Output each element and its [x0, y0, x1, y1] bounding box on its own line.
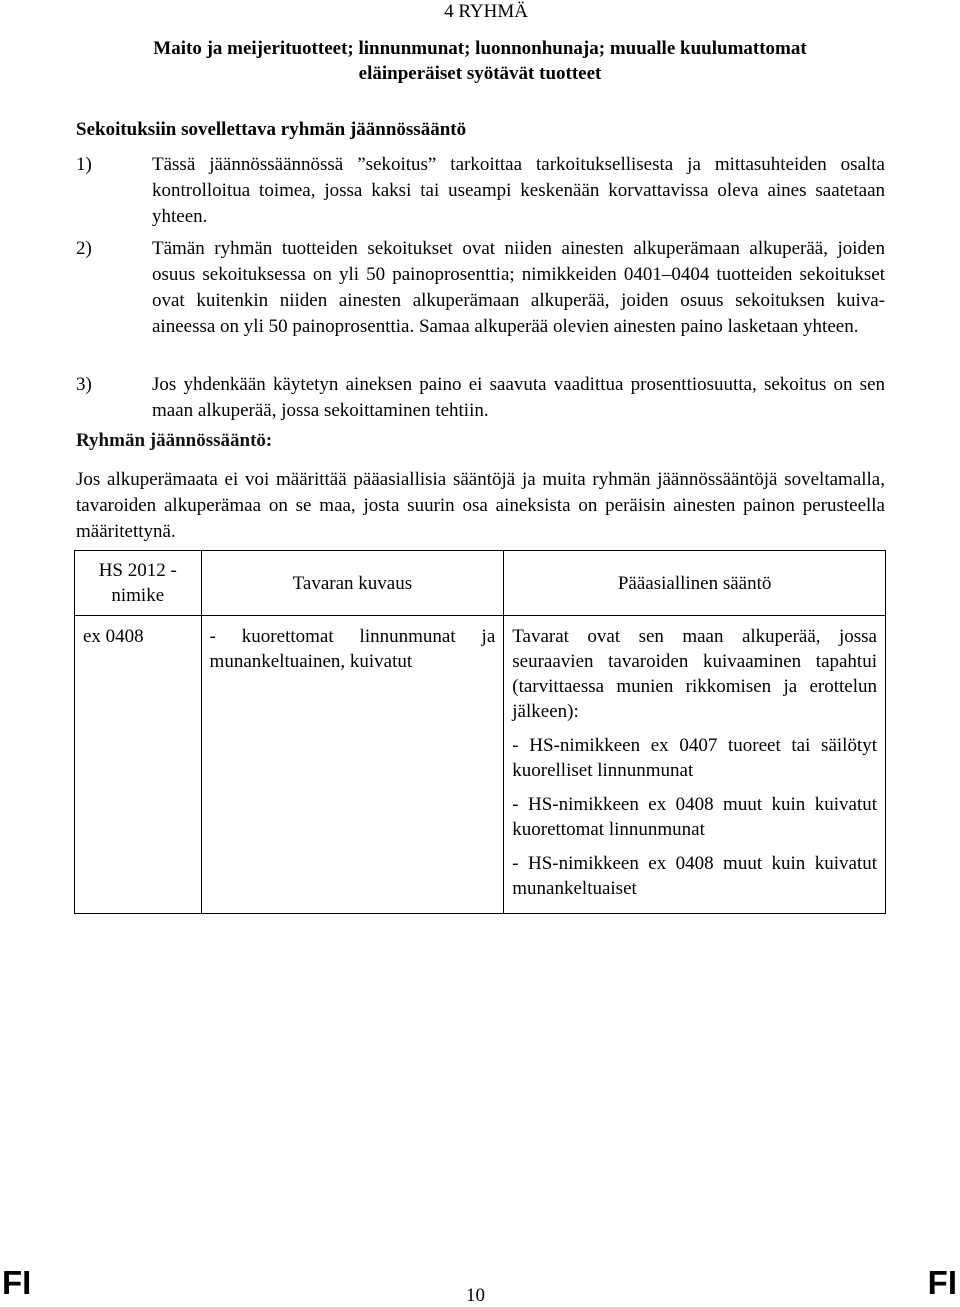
- rule-paragraph: - HS-nimikkeen ex 0407 tuoreet tai säilötyt kuorelliset linnunmunat: [512, 735, 877, 781]
- chapter-title: 4 RYHMÄ: [444, 1, 528, 22]
- rule-paragraph: - HS-nimikkeen ex 0408 muut kuin kuivatut munankeltuaiset: [512, 853, 877, 899]
- table-header-row: [75, 551, 886, 616]
- origin-rules-table: [74, 550, 886, 914]
- rule-paragraph: Tavarat ovat sen maan alkuperää, jossa seuraavien tavaroiden kuivaaminen tapahtui (tarvittaessa munien rikkomisen ja erottelun jälkeen):: [512, 626, 877, 722]
- rule-item-text: Tässä jäännössäännössä ”sekoitus” tarkoittaa tarkoituksellisesta ja mittasuhteiden osalta kontrolloitua toimea, jossa kaksi tai useampi keskenään korvattavissa oleva aines saatetaan yhteen.: [152, 154, 885, 227]
- language-mark-left: FI: [2, 1264, 32, 1301]
- residual-rule-text: Jos alkuperämaata ei voi määrittää pääasiallisia sääntöjä ja muita ryhmän jäännössääntöjä soveltamalla, tavaroiden alkuperämaa on se maa, josta suurin osa aineksista on peräisin ainesten painon perusteella määritettynä.: [76, 469, 885, 542]
- heading-line-2: eläinperäiset syötävät tuotteet: [358, 63, 602, 84]
- rule-item-number: 1): [76, 154, 92, 175]
- mixture-rule-title: Sekoituksiin sovellettava ryhmän jäännössääntö: [76, 119, 467, 140]
- residual-rule-title: Ryhmän jäännössääntö:: [76, 430, 273, 451]
- cell-primary-rule: [504, 616, 886, 914]
- header-hs-code: HS 2012 - nimike: [75, 551, 202, 616]
- heading-line-1: Maito ja meijerituotteet; linnunmunat; luonnonhunaja; muualle kuulumattomat: [153, 38, 807, 59]
- cell-description: - kuorettomat linnunmunat ja munankeltuainen, kuivatut: [201, 616, 504, 914]
- rule-item-text: Tämän ryhmän tuotteiden sekoitukset ovat niiden ainesten alkuperämaan alkuperää, joiden osuus sekoituksessa on yli 50 painoprosenttia; nimikkeiden 0401–0404 tuotteiden sekoitukset ovat kuitenkin niiden ainesten alkuperämaan alkuperää, joiden osuus sekoituksen kuiva-aineessa on yli 50 painoprosenttia. Samaa alkuperää olevien ainesten paino lasketaan yhteen.: [152, 238, 885, 337]
- rule-item-number: 2): [76, 238, 92, 259]
- table-row: [75, 616, 886, 914]
- rule-item-1: [76, 152, 885, 230]
- rule-item-2: [76, 236, 885, 340]
- chapter-heading: [76, 36, 884, 86]
- header-description: Tavaran kuvaus: [201, 551, 504, 616]
- header-primary-rule: Pääasiallinen sääntö: [504, 551, 886, 616]
- rule-paragraph: - HS-nimikkeen ex 0408 muut kuin kuivatut kuorettomat linnunmunat: [512, 794, 877, 840]
- rule-item-3: [76, 372, 885, 424]
- cell-hs-code: ex 0408: [75, 616, 202, 914]
- rule-item-number: 3): [76, 374, 92, 395]
- language-mark-right: FI: [927, 1264, 957, 1301]
- page-number: 10: [466, 1285, 485, 1306]
- rule-item-text: Jos yhdenkään käytetyn aineksen paino ei saavuta vaadittua prosenttiosuutta, sekoitus on sen maan alkuperää, jossa sekoittaminen tehtiin.: [152, 374, 885, 421]
